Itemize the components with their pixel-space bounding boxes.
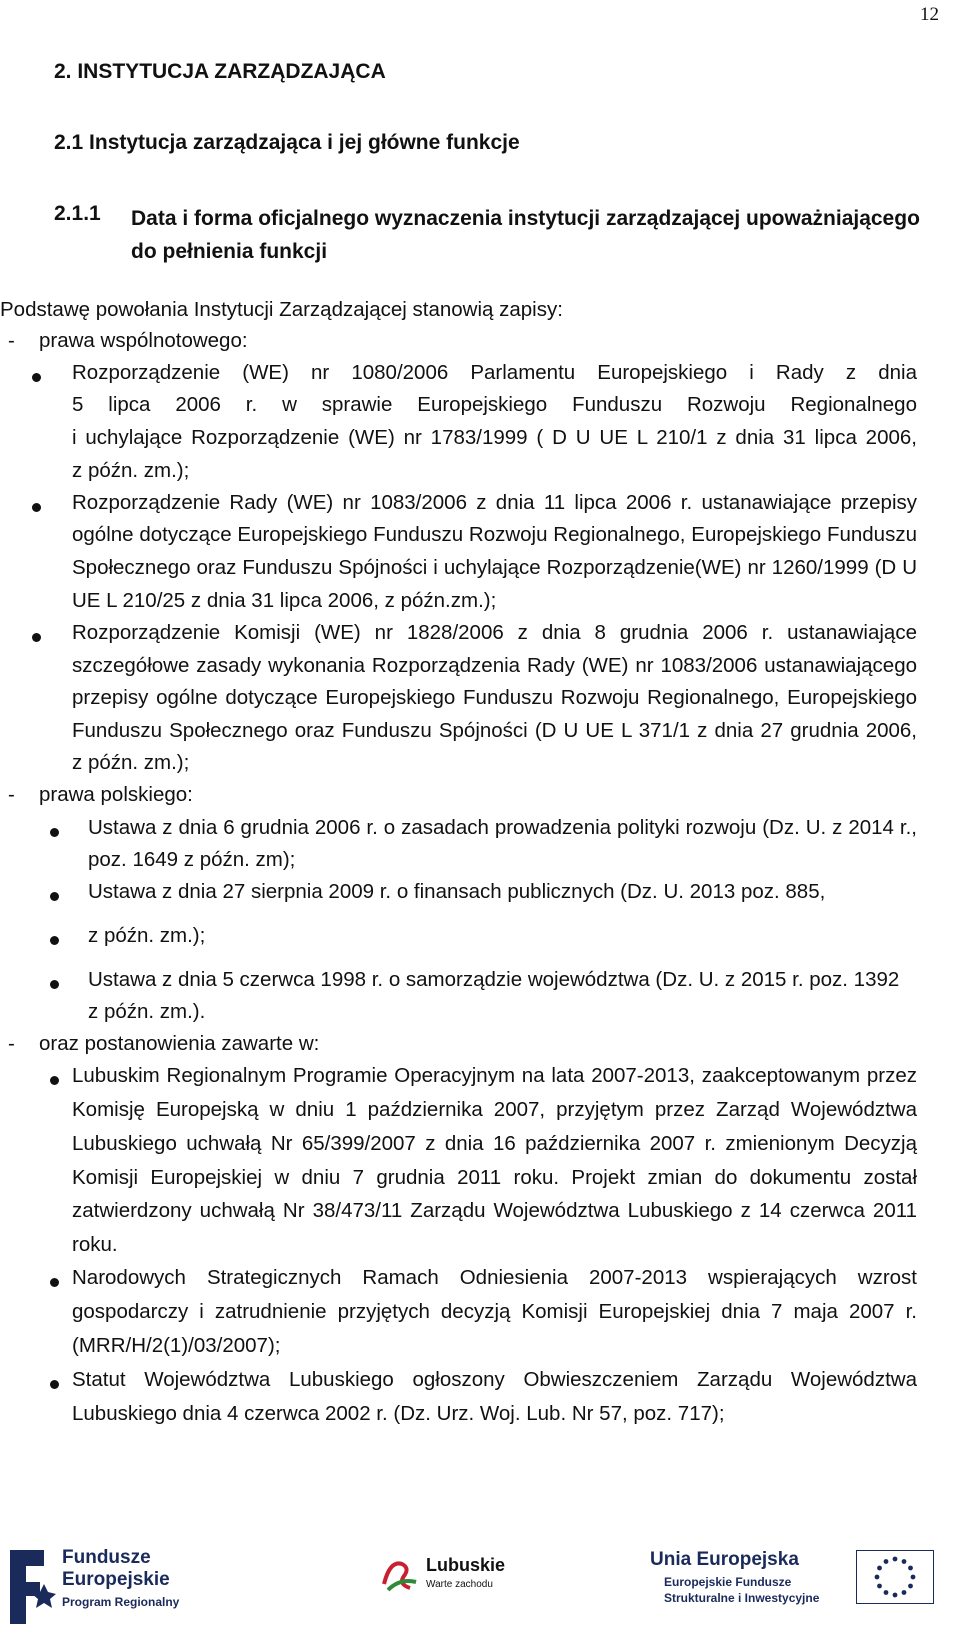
heading-subsection-title: Data i forma oficjalnego wyznaczenia instytucji zarządzającej upoważniającego do pełnienia funkcji [131,207,920,263]
heading-subsection-number: 2.1.1 [54,202,101,225]
footer-logo-bar [0,1540,960,1636]
dash-marker: - [8,783,15,806]
text-line: Komisję Europejską w dniu 1 października 2007, przyjętym przez Zarząd Województwa [72,1098,917,1121]
text-line: Ustawa z dnia 6 grudnia 2006 r. o zasadach prowadzenia polityki rozwoju (Dz. U. z 2014 r., [88,816,917,839]
text-line: 5 lipca 2006 r. w sprawie Europejskiego Funduszu Rozwoju Regionalnego [72,393,917,416]
fe-logo-line1: Fundusze [62,1547,151,1568]
bullet-marker [50,936,59,945]
text-line: zatwierdzony uchwałą Nr 38/473/11 Zarządu Województwa Lubuskiego z 14 czerwca 2011 [72,1199,917,1222]
bullet-marker [50,980,59,989]
text-line: z późn. zm.). [88,1000,206,1023]
text-line: z późn. zm.); [88,924,206,947]
text-line: z późn. zm.); [72,751,190,774]
bullet-marker [50,1076,59,1085]
text-line: szczegółowe zasady wykonania Rozporządzenia Rady (WE) nr 1083/2006 ustanawiającego [72,654,917,677]
dash-marker: - [8,329,15,352]
lubuskie-emblem-icon [380,1554,420,1598]
fe-star-icon [4,1544,56,1628]
text-line: Statut Województwa Lubuskiego ogłoszony Obwieszczeniem Zarządu Województwa [72,1368,917,1391]
bullet-marker [32,633,41,642]
text-line: ogólne dotyczące Europejskiego Funduszu Rozwoju Regionalnego, Europejskiego Funduszu [72,523,917,546]
section-label-provisions: oraz postanowienia zawarte w: [39,1032,320,1055]
text-line: Narodowych Strategicznych Ramach Odniesienia 2007-2013 wspierających wzrost [72,1266,917,1289]
text-line: Funduszu Społecznego oraz Funduszu Spójności (D U UE L 371/1 z dnia 27 grudnia 2006, [72,719,917,742]
dash-marker: - [8,1032,15,1055]
ue-logo-line1: Unia Europejska [650,1549,799,1570]
text-line: przepisy ogólne dotyczące Europejskiego Funduszu Rozwoju Regionalnego, Europejskiego [72,686,917,709]
text-line: (MRR/H/2(1)/03/2007); [72,1334,281,1357]
ue-logo-line2: Europejskie Fundusze [664,1575,792,1589]
text-line: poz. 1649 z późn. zm); [88,848,296,871]
bullet-marker [32,503,41,512]
text-line: Lubuskiego uchwałą Nr 65/399/2007 z dnia 16 października 2007 r. zmienionym Decyzją [72,1132,917,1155]
lubuskie-logo [380,1550,540,1610]
text-line: Społecznego oraz Funduszu Spójności i uchylające Rozporządzenie(WE) nr 1260/1999 (D U [72,556,917,579]
text-line: Rozporządzenie Komisji (WE) nr 1828/2006 z dnia 8 grudnia 2006 r. ustanawiające [72,621,917,644]
lubuskie-logo-slogan: Warte zachodu [426,1579,493,1590]
bullet-marker [50,1380,59,1389]
fundusze-europejskie-logo [4,1544,204,1628]
heading-chapter: 2. INSTYTUCJA ZARZĄDZAJĄCA [54,60,386,83]
text-line: z późn. zm.); [72,459,190,482]
text-line: roku. [72,1233,118,1256]
text-line: gospodarczy i zatrudnienie przyjętych decyzją Komisji Europejskiej dnia 7 maja 2007 r. [72,1300,917,1323]
text-line: Komisji Europejskiej w dniu 7 grudnia 2011 roku. Projekt zmian do dokumentu został [72,1166,917,1189]
bullet-marker [50,1278,59,1287]
fe-logo-line3: Program Regionalny [62,1595,180,1609]
intro-paragraph: Podstawę powołania Instytucji Zarządzającej stanowią zapisy: [0,298,563,321]
text-line: i uchylające Rozporządzenie (WE) nr 1783/1999 ( D U UE L 210/1 z dnia 31 lipca 2006, [72,426,917,449]
text-line: Lubuskiego dnia 4 czerwca 2002 r. (Dz. Urz. Woj. Lub. Nr 57, poz. 717); [72,1402,725,1425]
ue-logo-line3: Strukturalne i Inwestycyjne [664,1591,820,1605]
text-line: Lubuskim Regionalnym Programie Operacyjnym na lata 2007-2013, zaakceptowanym przez [72,1064,917,1087]
text-line: UE L 210/25 z dnia 31 lipca 2006, z późn.zm.); [72,589,497,612]
section-label-community-law: prawa wspólnotowego: [39,329,248,352]
heading-section: 2.1 Instytucja zarządzająca i jej główne funkcje [54,131,520,154]
bullet-marker [50,892,59,901]
unia-europejska-logo [650,1546,950,1626]
lubuskie-logo-name: Lubuskie [426,1555,506,1575]
bullet-marker [32,373,41,382]
bullet-marker [50,828,59,837]
page-number: 12 [920,4,939,25]
text-line: Ustawa z dnia 27 sierpnia 2009 r. o finansach publicznych (Dz. U. 2013 poz. 885, [88,880,826,903]
text-line: Ustawa z dnia 5 czerwca 1998 r. o samorządzie województwa (Dz. U. z 2015 r. poz. 1392 [88,968,900,991]
section-label-polish-law: prawa polskiego: [39,783,193,806]
fe-logo-line2: Europejskie [62,1569,170,1590]
text-line: Rozporządzenie Rady (WE) nr 1083/2006 z dnia 11 lipca 2006 r. ustanawiające przepisy [72,491,917,514]
text-line: Rozporządzenie (WE) nr 1080/2006 Parlamentu Europejskiego i Rady z dnia [72,361,917,384]
eu-flag-icon [856,1550,934,1604]
